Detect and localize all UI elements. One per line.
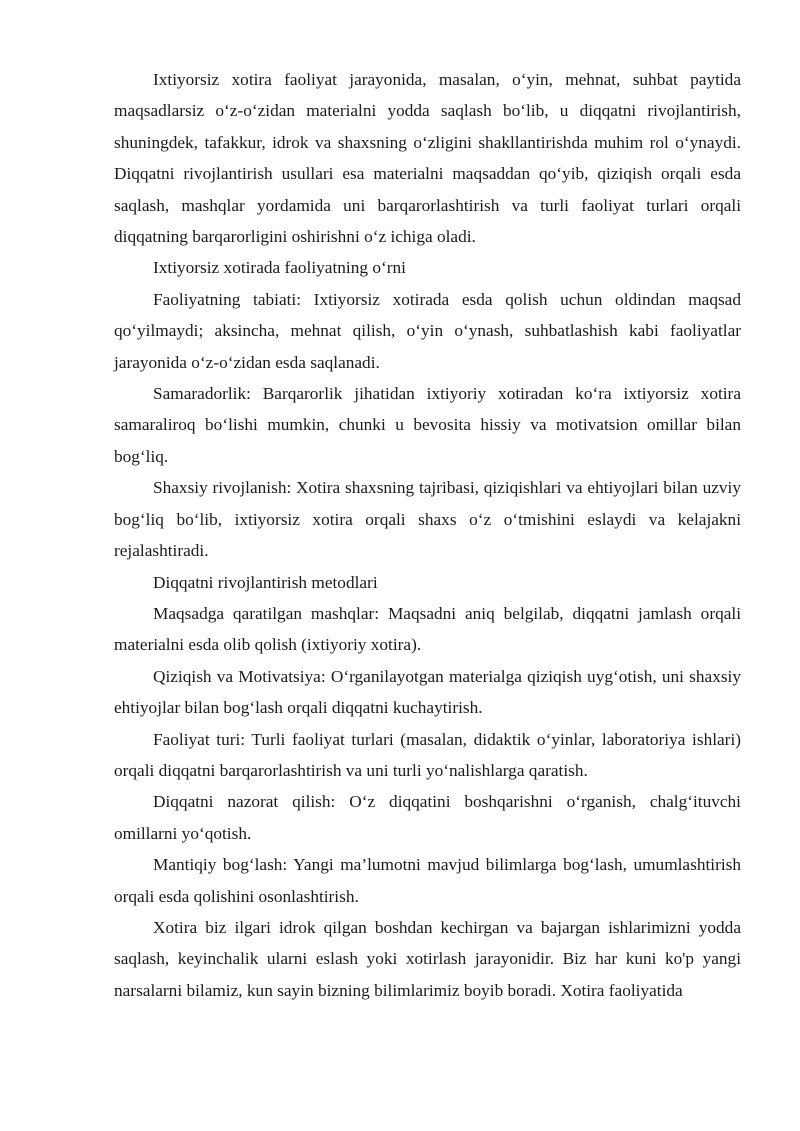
- heading-role-of-activity: Ixtiyorsiz xotirada faoliyatning o‘rni: [153, 258, 406, 278]
- paragraph-targeted-exercises: Maqsadga qaratilgan mashqlar: Maqsadni aniq belgilab, diqqatni jamlash orqali materialni esda olib qolish (ixtiyoriy xotira).: [114, 603, 741, 655]
- paragraph-activity-type: Faoliyat turi: Turli faoliyat turlari (masalan, didaktik o‘yinlar, laboratoriya ishlari) orqali diqqatni barqarorlashtirish va uni turli yo‘nalishlarga qaratish.: [114, 729, 741, 780]
- paragraph-logical-linking: Mantiqiy bog‘lash: Yangi ma’lumotni mavjud bilimlarga bog‘lash, umumlashtirish orqali esda qolishini osonlashtirish.: [114, 855, 741, 906]
- paragraph-nature-of-activity: Faoliyatning tabiati: Ixtiyorsiz xotirada esda qolish uchun oldindan maqsad qo‘yilmaydi; aksincha, mehnat qilish, o‘yin o‘ynash, suhbatlashish kabi faoliyatlar jarayonida o‘z-o‘zidan esda saqlanadi.: [114, 289, 741, 372]
- paragraph-interest-motivation: Qiziqish va Motivatsiya: O‘rganilayotgan materialga qiziqish uyg‘otish, uni shaxsiy ehtiyojlar bilan bog‘lash orqali diqqatni kuchaytirish.: [114, 666, 741, 718]
- document-page: [114, 64, 741, 1006]
- heading-attention-methods: Diqqatni rivojlantirish metodlari: [153, 572, 378, 592]
- paragraph-memory-definition: Xotira biz ilgari idrok qilgan boshdan kechirgan va bajargan ishlarimizni yodda saqlash, keyinchalik ularni eslash yoki xotirlash jarayonidir. Biz har kuni ko'p yangi narsalarni bilamiz, kun sayin bizning bilimlarimiz boyib boradi. Xotira faoliyatida: [114, 917, 741, 1000]
- paragraph-attention-control: Diqqatni nazorat qilish: O‘z diqqatini boshqarishni o‘rganish, chalg‘ituvchi omillarni yo‘qotish.: [114, 792, 741, 843]
- paragraph-intro: Ixtiyorsiz xotira faoliyat jarayonida, masalan, o‘yin, mehnat, suhbat paytida maqsadlarsiz o‘z-o‘zidan materialni yodda saqlash bo‘lib, u diqqatni rivojlantirish, shuningdek, tafakkur, idrok va shaxsning o‘zligini shakllantirishda muhim rol o‘ynaydi. Diqqatni rivojlantirish usullari esa materialni maqsaddan qo‘yib, qiziqish orqali esda saqlash, mashqlar yordamida uni barqarorlashtirish va turli faoliyat turlari orqali diqqatning barqarorligini oshirishni o‘z ichiga oladi.: [114, 70, 741, 247]
- paragraph-personal-development: Shaxsiy rivojlanish: Xotira shaxsning tajribasi, qiziqishlari va ehtiyojlari bilan uzviy bog‘liq bo‘lib, ixtiyorsiz xotira orqali shaxs o‘z o‘tmishini eslaydi va kelajakni rejalashtiradi.: [114, 478, 741, 561]
- paragraph-efficiency: Samaradorlik: Barqarorlik jihatidan ixtiyoriy xotiradan ko‘ra ixtiyorsiz xotira samaraliroq bo‘lishi mumkin, chunki u bevosita hissiy va motivatsion omillar bilan bog‘liq.: [114, 384, 741, 466]
